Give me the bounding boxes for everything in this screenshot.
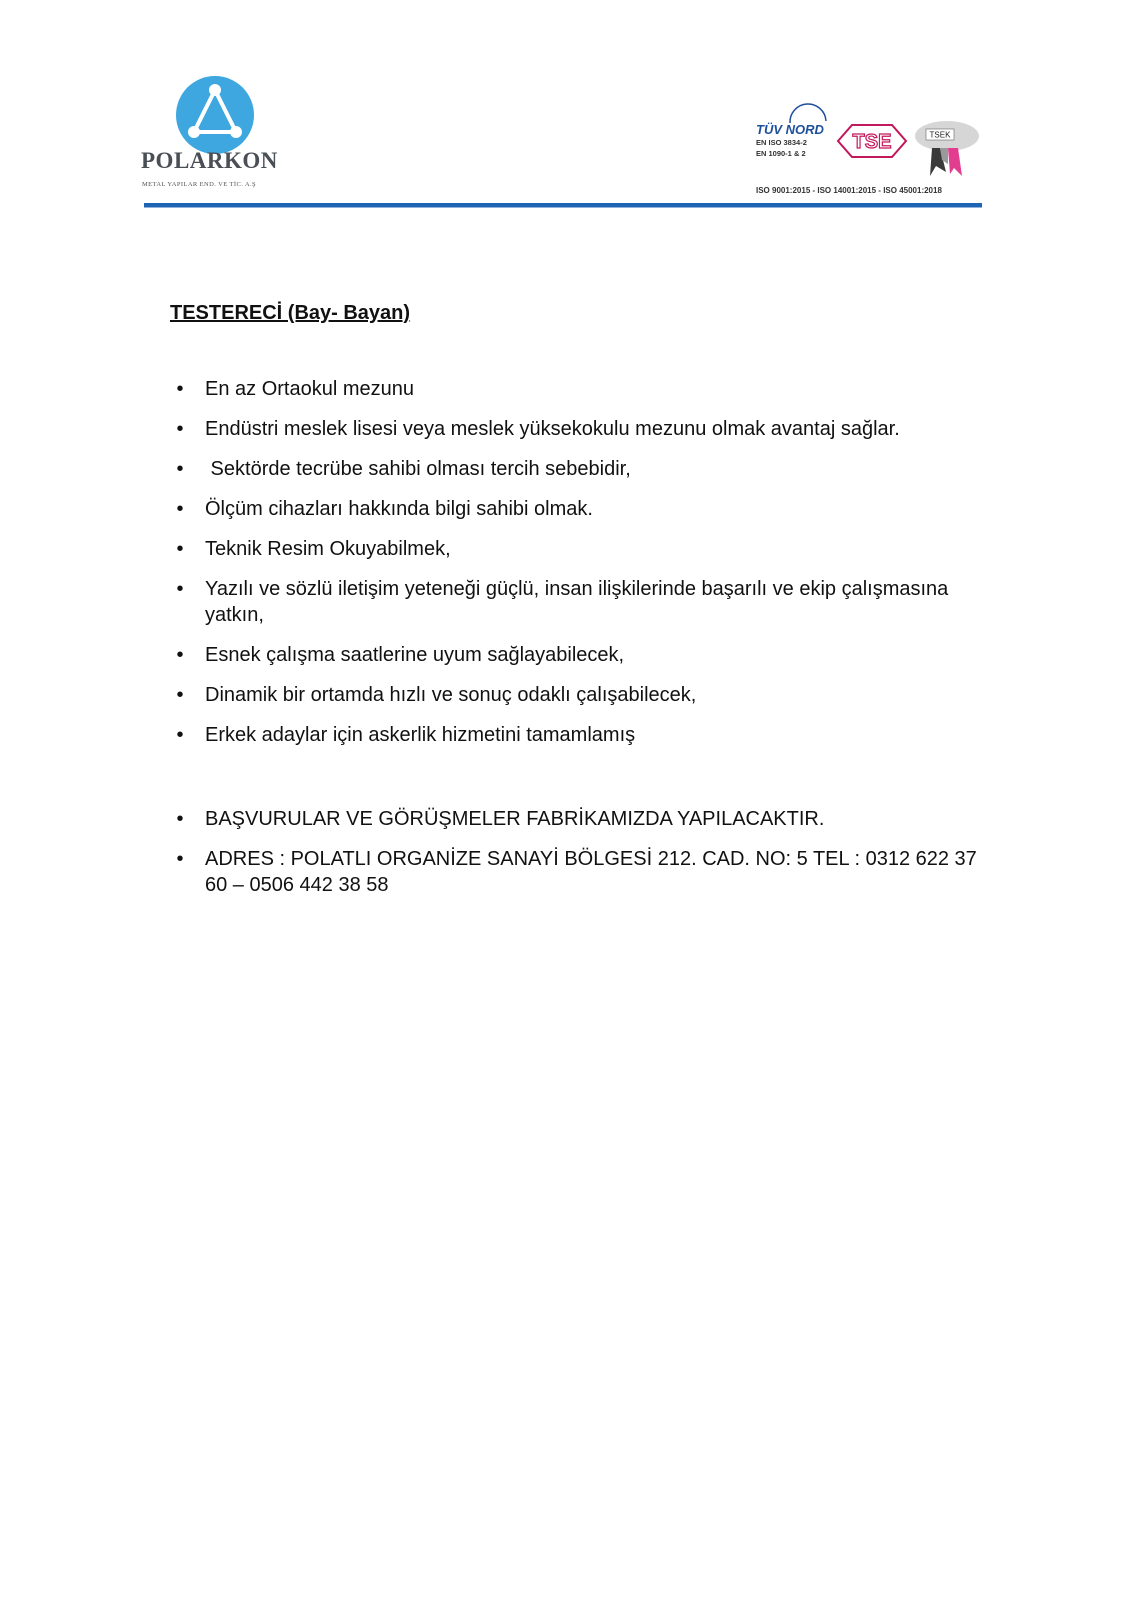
bullet: • [176,578,184,600]
list-item [170,496,1000,522]
note-text: ADRES : POLATLI ORGANİZE SANAYİ BÖLGESİ 212. CAD. NO: 5 TEL : 0312 622 37 60 – 0506 442 38 58 [205,848,977,896]
bullet: • [176,808,184,830]
requirement-text: Esnek çalışma saatlerine uyum sağlayabilecek, [205,644,625,666]
tsek-badge-icon [910,120,984,190]
letterhead [0,0,1131,210]
requirement-text: Erkek adaylar için askerlik hizmetini tamamlamış [205,724,636,746]
list-item [170,416,1000,442]
list-item [170,642,1000,668]
tse-label: TSE [852,131,892,153]
list-item [170,682,1000,708]
list-item [170,722,1000,748]
list-item [170,376,1000,402]
requirement-text: Yazılı ve sözlü iletişim yeteneği güçlü, insan ilişkilerinde başarılı ve ekip çalışmasına yatkın, [205,578,949,626]
tuv-nord-logo: TÜV NORD [756,122,824,137]
list-item [170,846,1000,898]
bullet: • [176,644,184,666]
iso-certifications: ISO 9001:2015 - ISO 14001:2015 - ISO 45001:2018 [756,186,942,195]
requirement-text: Teknik Resim Okuyabilmek, [205,538,451,560]
requirement-text: Dinamik bir ortamda hızlı ve sonuç odaklı çalışabilecek, [205,684,697,706]
bullet: • [176,458,184,480]
polarkon-logo-mark [176,76,254,154]
bullet: • [176,848,184,870]
requirement-text: Ölçüm cihazları hakkında bilgi sahibi olmak. [205,498,593,520]
company-name: POLARKON [141,148,278,173]
bullet: • [176,684,184,706]
requirement-text: Sektörde tecrübe sahibi olması tercih sebebidir, [205,458,631,480]
tse-logo-icon [836,121,908,161]
note-text: BAŞVURULAR VE GÖRÜŞMELER FABRİKAMIZDA YAPILACAKTIR. [205,808,825,830]
requirement-text: En az Ortaokul mezunu [205,378,414,400]
tsek-label: TSEK [929,130,951,140]
list-item [170,536,1000,562]
list-item [170,576,1000,628]
requirement-text: Endüstri meslek lisesi veya meslek yüksekokulu mezunu olmak avantaj sağlar. [205,418,900,440]
tuv-standards [756,137,807,159]
company-subtitle: METAL YAPILAR END. VE TİC. A.Ş [142,181,257,188]
bullet: • [176,538,184,560]
job-title: TESTERECİ (Bay- Bayan) [170,302,411,324]
bullet: • [176,418,184,440]
tuv-standard-line: EN 1090-1 & 2 [756,149,806,158]
list-item [170,806,1000,832]
bullet: • [176,498,184,520]
bullet: • [176,378,184,400]
triangle-logo-icon [176,76,254,154]
header-divider [144,203,982,208]
list-item [170,456,1000,482]
bullet: • [176,724,184,746]
tuv-standard-line: EN ISO 3834-2 [756,138,807,147]
